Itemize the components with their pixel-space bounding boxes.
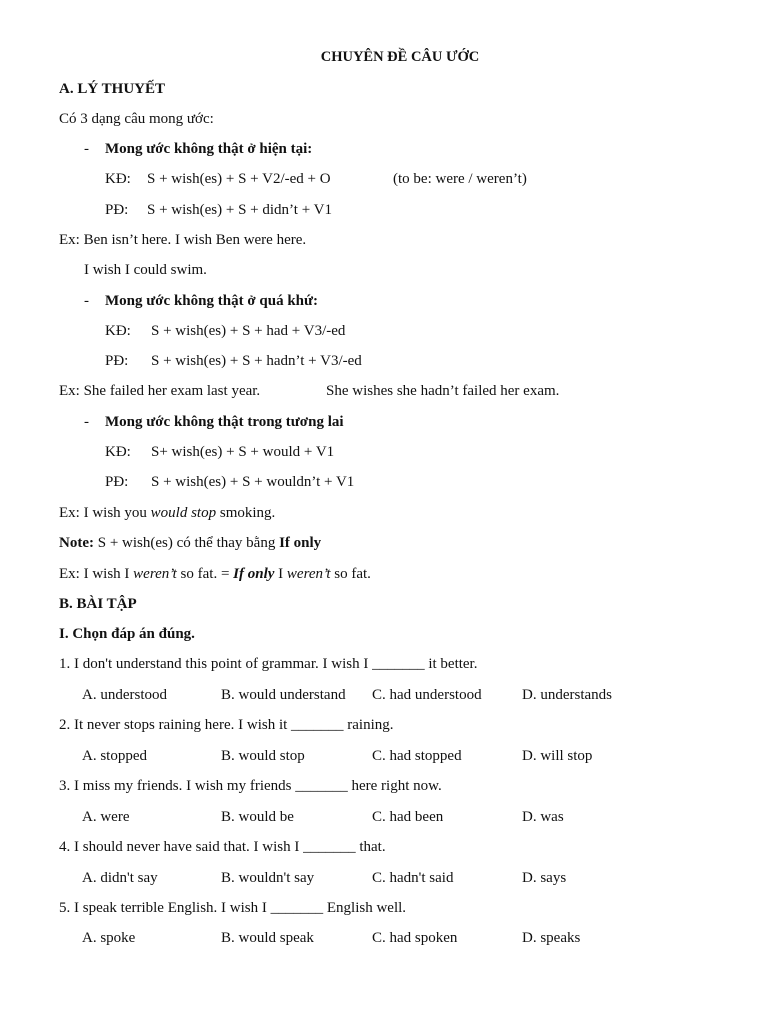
question-4-option-b: B. wouldn't say: [221, 870, 315, 886]
question-5-option-b: B. would speak: [221, 930, 314, 946]
question-3-option-d: D. was: [522, 809, 564, 825]
ex-part-3: I: [274, 566, 287, 582]
question-5-option-c: C. had spoken: [372, 930, 458, 946]
question-2-option-a: A. stopped: [82, 748, 147, 764]
future-pd-label: PĐ:: [105, 474, 129, 490]
question-5-option-d: D. speaks: [522, 930, 581, 946]
future-kd-label: KĐ:: [105, 444, 131, 460]
present-pd-formula: S + wish(es) + S + didn’t + V1: [147, 202, 332, 218]
past-kd-formula: S + wish(es) + S + had + V3/-ed: [151, 323, 346, 339]
future-kd-formula: S+ wish(es) + S + would + V1: [151, 444, 335, 460]
question-5: 5. I speak terrible English. I wish I _______ English well.: [59, 900, 407, 916]
past-example-sentence: Ex: She failed her exam last year.: [59, 383, 261, 399]
future-pd-formula: S + wish(es) + S + wouldn’t + V1: [151, 474, 355, 490]
ex-part-1: Ex: I wish I: [59, 566, 134, 582]
question-3-option-c: C. had been: [372, 809, 444, 825]
question-1-option-b: B. would understand: [221, 687, 346, 703]
if-only-example: [59, 565, 371, 583]
ex-part-4: so fat.: [330, 566, 371, 582]
present-pd-label: PĐ:: [105, 202, 129, 218]
question-2-option-d: D. will stop: [522, 748, 593, 764]
question-4: 4. I should never have said that. I wish I _______ that.: [59, 839, 386, 855]
present-example-2: I wish I could swim.: [84, 262, 207, 278]
future-example-italic: would stop: [150, 505, 217, 521]
future-example-end: smoking.: [216, 505, 276, 521]
ex-part-2: so fat. =: [176, 566, 234, 582]
section-b-heading: B. BÀI TẬP: [59, 596, 137, 612]
question-1-option-a: A. understood: [82, 687, 167, 703]
ex-italic-1: weren’t: [133, 566, 177, 582]
question-5-option-a: A. spoke: [82, 930, 136, 946]
ex-italic-2: weren’t: [286, 566, 331, 582]
present-example-1: Ex: Ben isn’t here. I wish Ben were here.: [59, 232, 307, 248]
past-example-wish: She wishes she hadn’t failed her exam.: [326, 383, 560, 399]
past-pd-label: PĐ:: [105, 353, 129, 369]
question-4-option-a: A. didn't say: [82, 870, 158, 886]
present-kd-formula: S + wish(es) + S + V2/-ed + O: [147, 171, 331, 187]
note-text: S + wish(es) có thể thay bằng: [93, 535, 280, 551]
past-kd-label: KĐ:: [105, 323, 131, 339]
question-1-option-c: C. had understood: [372, 687, 482, 703]
question-2: 2. It never stops raining here. I wish it _______ raining.: [59, 717, 394, 733]
future-wish-heading: Mong ước không thật trong tương lai: [105, 414, 344, 430]
future-example-text: Ex: I wish you: [59, 505, 151, 521]
question-3: 3. I miss my friends. I wish my friends _______ here right now.: [59, 778, 442, 794]
past-pd-formula: S + wish(es) + S + hadn’t + V3/-ed: [151, 353, 362, 369]
page-title: CHUYÊN ĐỀ CÂU ƯỚC: [320, 49, 480, 65]
question-3-option-b: B. would be: [221, 809, 294, 825]
question-4-option-d: D. says: [522, 870, 567, 886]
bullet-dash: -: [84, 414, 89, 430]
present-wish-heading: Mong ước không thật ở hiện tại:: [105, 141, 313, 157]
note-label: Note:: [59, 535, 94, 551]
bullet-dash: -: [84, 141, 89, 157]
note-line: [59, 534, 321, 552]
question-1-option-d: D. understands: [522, 687, 612, 703]
question-2-option-b: B. would stop: [221, 748, 305, 764]
present-kd-label: KĐ:: [105, 171, 131, 187]
question-4-option-c: C. hadn't said: [372, 870, 454, 886]
question-2-option-c: C. had stopped: [372, 748, 462, 764]
question-3-option-a: A. were: [82, 809, 130, 825]
section-a-heading: A. LÝ THUYẾT: [59, 81, 165, 97]
future-example: [59, 504, 275, 522]
note-if-only: If only: [279, 535, 322, 551]
theory-intro: Có 3 dạng câu mong ước:: [59, 111, 214, 127]
question-1: 1. I don't understand this point of grammar. I wish I _______ it better.: [59, 656, 478, 672]
ex-if-only: If only: [233, 566, 275, 582]
present-kd-note: (to be: were / weren’t): [393, 171, 527, 187]
past-wish-heading: Mong ước không thật ở quá khứ:: [105, 293, 318, 309]
exercise-part-1-heading: I. Chọn đáp án đúng.: [59, 626, 195, 642]
bullet-dash: -: [84, 293, 89, 309]
